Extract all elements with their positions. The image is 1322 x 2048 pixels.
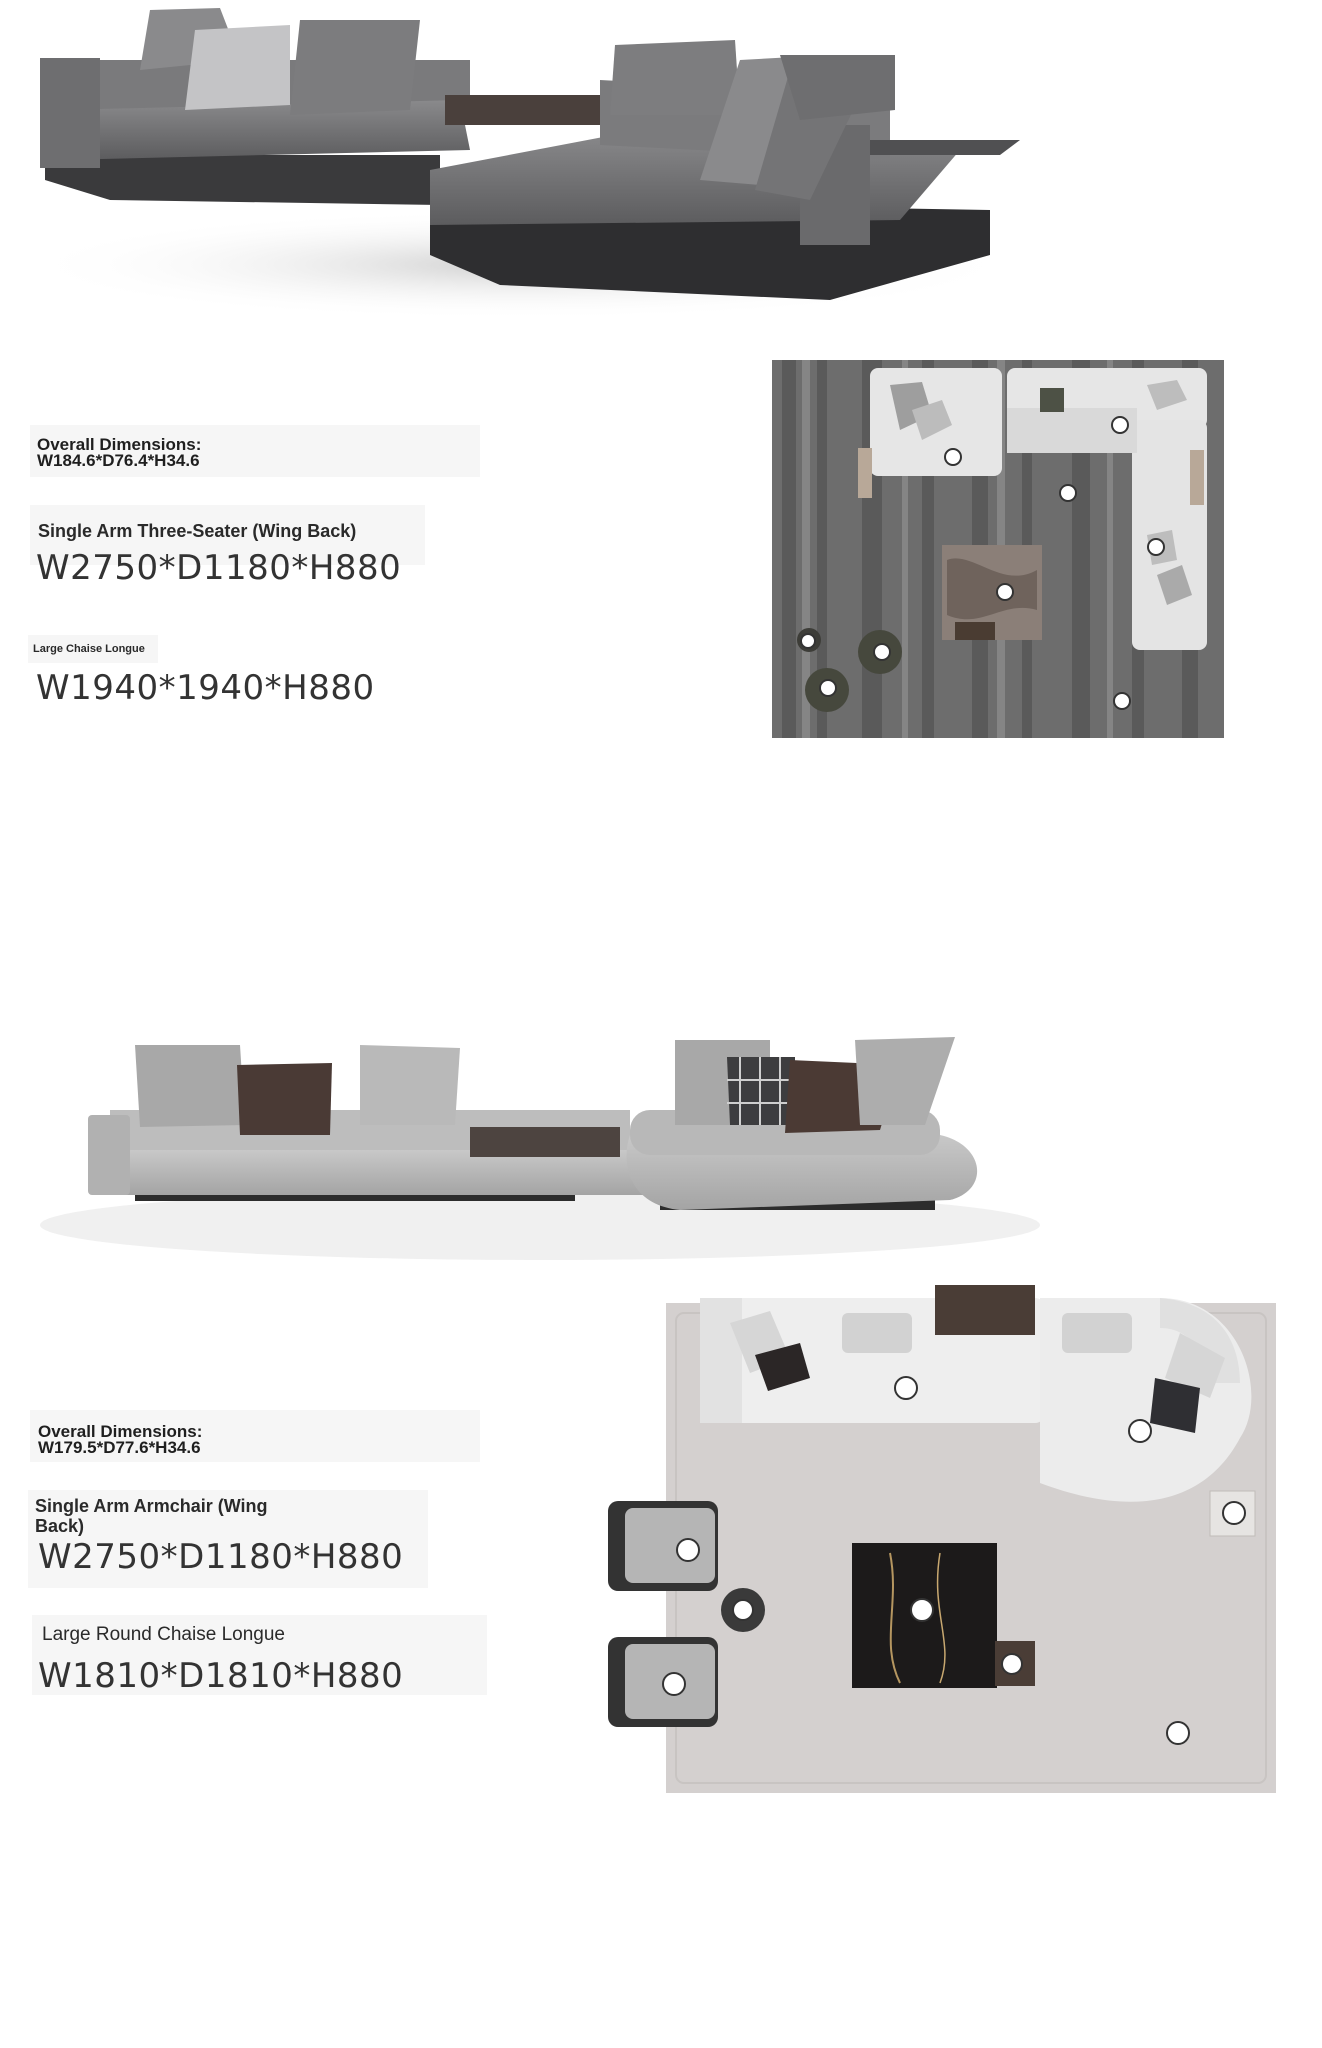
piece-label-chaise-longue: Large Chaise Longue — [33, 643, 145, 655]
overall-dimensions-label-a: Overall Dimensions: — [37, 435, 202, 454]
floor-plan-b — [600, 1283, 1280, 1803]
overall-dimensions-label-b: Overall Dimensions: — [38, 1422, 203, 1441]
sofa-b-photo — [0, 1015, 1060, 1275]
piece-dims-armchair: W2750*D1180*H880 — [38, 1537, 404, 1577]
piece-label-three-seater: Single Arm Three-Seater (Wing Back) — [38, 521, 357, 541]
piece-label-armchair: Single Arm Armchair (Wing Back) — [35, 1496, 268, 1536]
piece-dims-chaise-longue: W1940*1940*H880 — [36, 668, 375, 708]
sofa-a-photo — [0, 0, 1060, 340]
overall-dimensions-value-a: W184.6*D76.4*H34.6 — [37, 451, 200, 470]
floor-plan-a — [772, 360, 1224, 738]
overall-dimensions-value-b: W179.5*D77.6*H34.6 — [38, 1438, 201, 1457]
piece-dims-round-chaise: W1810*D1810*H880 — [38, 1656, 404, 1696]
piece-dims-three-seater: W2750*D1180*H880 — [36, 548, 402, 588]
piece-label-round-chaise: Large Round Chaise Longue — [42, 1624, 285, 1645]
